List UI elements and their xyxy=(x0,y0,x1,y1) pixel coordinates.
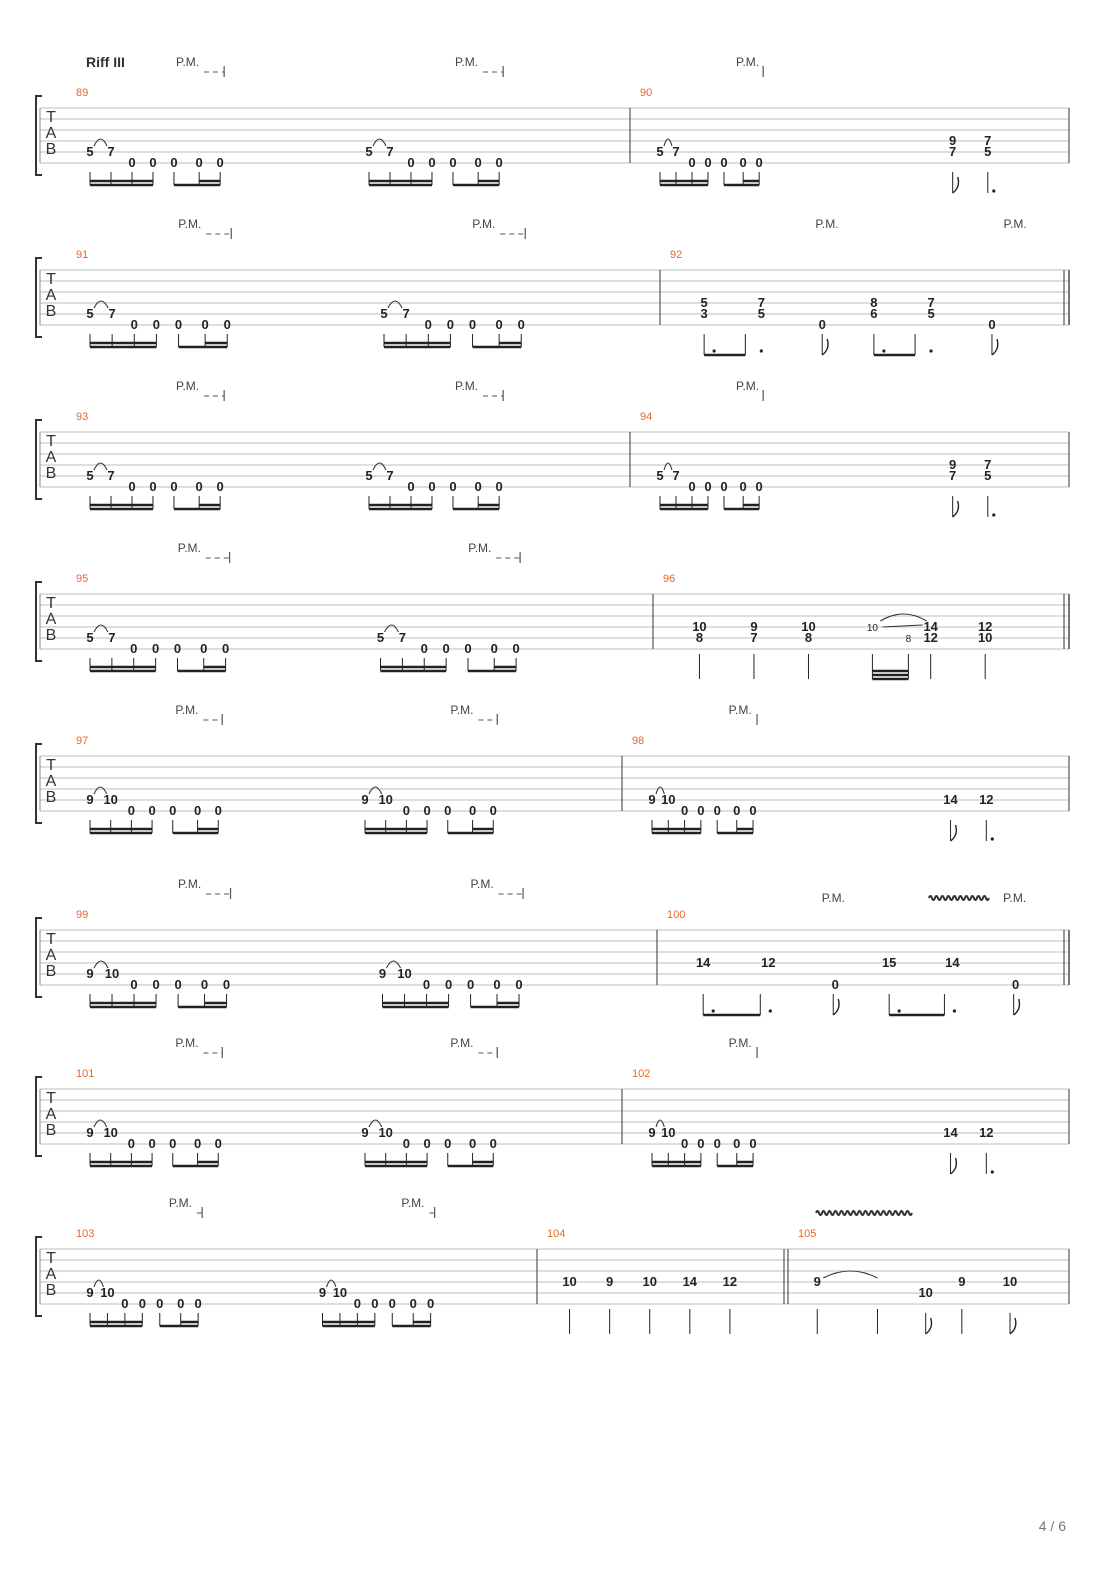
tab-fret: 0 xyxy=(130,641,138,656)
tab-fret: 0 xyxy=(739,479,747,494)
tab-fret: 0 xyxy=(444,977,453,992)
note-flag xyxy=(1010,1318,1016,1334)
tab-fret: 0 xyxy=(464,641,472,656)
tab-fret: 9 xyxy=(86,792,94,807)
tab-fret: 0 xyxy=(214,803,222,818)
tab-fret: 0 xyxy=(128,155,136,170)
tab-fret: 0 xyxy=(148,1136,156,1151)
tab-fret: 9 xyxy=(361,792,369,807)
palm-mute-label: P.M. xyxy=(821,891,845,905)
palm-mute-label: P.M. xyxy=(177,541,201,555)
tie-arc xyxy=(94,301,108,308)
tab-fret: 0 xyxy=(466,977,475,992)
note-dot xyxy=(991,837,994,840)
tab-fret: 0 xyxy=(704,479,712,494)
tab-fret: 5 xyxy=(656,144,664,159)
measure-number: 89 xyxy=(76,87,89,99)
tab-fret: 0 xyxy=(704,155,712,170)
tab-fret: 7 xyxy=(949,144,957,159)
tie-arc xyxy=(94,625,108,632)
palm-mute-label: P.M. xyxy=(735,55,760,69)
tab-fret: 9 xyxy=(606,1274,614,1289)
tab-fret: 0 xyxy=(680,803,689,818)
measure-number: 101 xyxy=(76,1068,95,1080)
tab-fret: 8 xyxy=(695,630,704,645)
tab-fret: 10 xyxy=(103,1125,118,1140)
tab-clef-letter: A xyxy=(45,947,57,964)
note-dot xyxy=(992,513,995,516)
note-flag xyxy=(992,339,998,355)
measure-number: 100 xyxy=(667,909,686,921)
tab-fret: 0 xyxy=(428,479,436,494)
tie-arc xyxy=(664,463,672,470)
tab-fret: 0 xyxy=(402,803,410,818)
tie-arc xyxy=(823,1271,877,1278)
tab-fret: 0 xyxy=(733,1136,741,1151)
tab-fret: 0 xyxy=(713,1136,721,1151)
tab-fret: 0 xyxy=(222,977,231,992)
palm-mute-label: P.M. xyxy=(175,703,199,717)
tab-fret: 0 xyxy=(489,1136,497,1151)
tab-fret: 0 xyxy=(216,155,224,170)
tab-fret: 14 xyxy=(945,955,960,970)
tab-fret: 5 xyxy=(984,144,992,159)
tab-fret: 5 xyxy=(656,468,664,483)
palm-mute-label: P.M. xyxy=(815,217,839,231)
measure-number: 96 xyxy=(663,573,676,585)
tab-fret: 0 xyxy=(149,479,157,494)
note-dot xyxy=(898,1009,901,1012)
measure-number: 91 xyxy=(76,249,89,261)
tab-fret: 15 xyxy=(881,955,897,970)
tab-fret: 9 xyxy=(86,966,94,981)
tab-fret: 0 xyxy=(423,1136,431,1151)
tab-fret: 0 xyxy=(449,155,457,170)
tab-fret: 0 xyxy=(371,1296,379,1311)
tab-clef-letter: T xyxy=(46,757,56,774)
tab-fret: 0 xyxy=(130,977,138,992)
tab-fret: 3 xyxy=(700,306,708,321)
tab-fret: 9 xyxy=(318,1285,327,1300)
tab-fret: 0 xyxy=(216,479,224,494)
tab-fret: 0 xyxy=(194,1296,202,1311)
tab-fret: 10 xyxy=(332,1285,348,1300)
tab-fret: 7 xyxy=(949,468,957,483)
palm-mute-label: P.M. xyxy=(450,703,474,717)
tab-fret: 9 xyxy=(648,1125,656,1140)
tab-fret: 0 xyxy=(193,803,202,818)
tab-clef-letter: T xyxy=(46,595,56,612)
tab-fret: 12 xyxy=(977,619,993,634)
tab-fret: 5 xyxy=(927,306,935,321)
tab-fret: 7 xyxy=(386,144,394,159)
tab-fret: 0 xyxy=(409,1296,417,1311)
tie-arc xyxy=(94,139,107,146)
tab-fret: 12 xyxy=(979,792,994,807)
tab-fret: 0 xyxy=(474,479,482,494)
tab-fret: 12 xyxy=(979,1125,994,1140)
tab-fret: 0 xyxy=(407,155,415,170)
tie-arc xyxy=(388,301,402,308)
measure-number: 102 xyxy=(632,1068,651,1080)
note-dot xyxy=(882,349,885,352)
tab-clef-letter: B xyxy=(45,1282,57,1299)
tab-fret: 0 xyxy=(423,803,431,818)
tab-fret: 5 xyxy=(380,306,388,321)
tab-clef-letter: B xyxy=(45,141,57,158)
tab-fret: 7 xyxy=(927,295,935,310)
note-dot xyxy=(992,189,995,192)
tab-fret: 0 xyxy=(688,155,696,170)
tab-fret: 7 xyxy=(984,457,992,472)
tab-fret: 5 xyxy=(86,630,94,645)
tab-fret: 0 xyxy=(697,803,705,818)
tab-fret: 7 xyxy=(107,468,115,483)
tab-fret: 0 xyxy=(201,317,209,332)
tab-fret: 0 xyxy=(449,479,457,494)
tie-arc xyxy=(94,463,107,470)
tab-fret: 0 xyxy=(688,479,696,494)
tab-fret: 0 xyxy=(138,1296,146,1311)
tab-fret: 0 xyxy=(177,1296,185,1311)
tab-fret: 7 xyxy=(672,468,680,483)
tab-fret: 0 xyxy=(495,155,503,170)
tab-fret: 10 xyxy=(397,966,412,981)
tab-fret: 14 xyxy=(682,1274,698,1289)
tab-fret: 10 xyxy=(866,623,878,634)
tab-fret: 0 xyxy=(818,317,826,332)
tab-fret: 0 xyxy=(755,155,763,170)
tab-fret: 0 xyxy=(152,977,160,992)
note-flag xyxy=(1014,999,1020,1015)
tab-fret: 5 xyxy=(376,630,385,645)
tab-fret: 0 xyxy=(169,1136,177,1151)
tab-fret: 0 xyxy=(170,155,178,170)
tab-fret: 0 xyxy=(130,317,138,332)
tab-fret: 7 xyxy=(386,468,394,483)
tab-fret: 10 xyxy=(103,792,118,807)
measure-number: 98 xyxy=(632,735,645,747)
tab-fret: 0 xyxy=(388,1296,396,1311)
tab-fret: 0 xyxy=(515,977,523,992)
palm-mute-label: P.M. xyxy=(470,877,494,891)
tab-clef-letter: A xyxy=(45,773,57,790)
measure-number: 94 xyxy=(640,411,653,423)
measure-number: 92 xyxy=(670,249,683,261)
tab-fret: 0 xyxy=(988,317,996,332)
vibrato-mark xyxy=(816,1211,912,1215)
palm-mute-label: P.M. xyxy=(735,379,760,393)
palm-mute-label: P.M. xyxy=(168,1196,193,1210)
tab-fret: 12 xyxy=(923,630,938,645)
tie-arc xyxy=(373,463,386,470)
tab-fret: 5 xyxy=(757,306,765,321)
note-dot xyxy=(712,1009,715,1012)
tab-clef-letter: T xyxy=(46,931,56,948)
tab-fret: 14 xyxy=(695,955,711,970)
tab-fret: 10 xyxy=(661,792,676,807)
palm-mute-label: P.M. xyxy=(450,1036,474,1050)
tab-fret: 0 xyxy=(446,317,455,332)
tab-fret: 12 xyxy=(722,1274,738,1289)
measure-number: 103 xyxy=(76,1228,95,1240)
tab-clef-letter: T xyxy=(46,109,56,126)
palm-mute-label: P.M. xyxy=(472,217,496,231)
tab-clef-letter: B xyxy=(45,627,57,644)
tab-fret: 0 xyxy=(152,317,161,332)
tab-clef-letter: A xyxy=(45,1266,57,1283)
tab-fret: 0 xyxy=(214,1136,222,1151)
measure-number: 95 xyxy=(76,573,89,585)
tab-clef-letter: A xyxy=(45,1106,57,1123)
tab-clef-letter: T xyxy=(46,1250,56,1267)
tie-arc xyxy=(664,139,672,146)
tab-fret: 9 xyxy=(648,792,656,807)
tab-fret: 7 xyxy=(402,306,410,321)
tab-fret: 0 xyxy=(200,641,208,656)
tab-fret: 14 xyxy=(943,1125,958,1140)
tab-fret: 9 xyxy=(378,966,387,981)
palm-mute-label: P.M. xyxy=(454,379,479,393)
measure-number: 97 xyxy=(76,735,89,747)
palm-mute-label: P.M. xyxy=(175,55,200,69)
tab-fret: 10 xyxy=(918,1285,933,1300)
palm-mute-label: P.M. xyxy=(468,541,492,555)
tab-fret: 7 xyxy=(398,630,406,645)
palm-mute-label: P.M. xyxy=(1003,217,1027,231)
tab-fret: 0 xyxy=(148,803,156,818)
tab-fret: 0 xyxy=(223,317,231,332)
tab-clef-letter: T xyxy=(46,271,56,288)
tab-fret: 9 xyxy=(361,1125,369,1140)
tab-fret: 5 xyxy=(984,468,992,483)
note-dot xyxy=(769,1009,772,1012)
tab-fret: 10 xyxy=(801,619,816,634)
tab-fret: 0 xyxy=(193,1136,202,1151)
palm-mute-label: P.M. xyxy=(454,55,479,69)
tab-fret: 0 xyxy=(174,977,182,992)
tab-fret: 10 xyxy=(1002,1274,1018,1289)
tab-fret: 7 xyxy=(757,295,765,310)
tab-fret: 0 xyxy=(422,977,431,992)
tab-fret: 10 xyxy=(378,1125,393,1140)
measure-number: 90 xyxy=(640,87,653,99)
tab-clef-letter: B xyxy=(45,303,57,320)
tab-fret: 14 xyxy=(943,792,958,807)
page-number: 4 / 6 xyxy=(1038,1518,1066,1534)
tab-fret: 0 xyxy=(442,641,450,656)
tab-fret: 0 xyxy=(468,317,477,332)
measure-number: 99 xyxy=(76,909,89,921)
tab-fret: 9 xyxy=(86,1285,94,1300)
note-flag xyxy=(953,177,959,193)
tab-clef-letter: A xyxy=(45,449,57,466)
tab-fret: 10 xyxy=(104,966,120,981)
tab-fret: 0 xyxy=(749,1136,757,1151)
tab-fret: 0 xyxy=(428,155,436,170)
note-flag xyxy=(926,1318,932,1334)
tab-fret: 8 xyxy=(804,630,813,645)
palm-mute-label: P.M. xyxy=(178,877,202,891)
tab-fret: 0 xyxy=(128,479,136,494)
tab-fret: 10 xyxy=(692,619,707,634)
tab-fret: 8 xyxy=(905,634,912,645)
tab-fret: 0 xyxy=(149,155,157,170)
note-dot xyxy=(760,349,763,352)
tab-clef-letter: B xyxy=(45,789,57,806)
tab-fret: 0 xyxy=(169,803,177,818)
note-dot xyxy=(953,1009,956,1012)
measure-number: 105 xyxy=(798,1228,817,1240)
tab-fret: 0 xyxy=(755,479,763,494)
tab-fret: 9 xyxy=(86,1125,94,1140)
tab-fret: 0 xyxy=(739,155,747,170)
note-dot xyxy=(991,1170,994,1173)
palm-mute-label: P.M. xyxy=(175,1036,199,1050)
note-flag xyxy=(951,1158,957,1174)
tab-fret: 10 xyxy=(977,630,993,645)
tab-fret: 10 xyxy=(100,1285,115,1300)
tab-clef-letter: A xyxy=(45,125,57,142)
tab-fret: 6 xyxy=(870,306,878,321)
tab-fret: 7 xyxy=(750,630,758,645)
tab-fret: 0 xyxy=(427,1296,435,1311)
tab-fret: 0 xyxy=(195,479,203,494)
tab-fret: 0 xyxy=(156,1296,164,1311)
tie-arc xyxy=(385,625,399,632)
tab-fret: 7 xyxy=(107,144,115,159)
tab-fret: 9 xyxy=(949,133,957,148)
tab-fret: 5 xyxy=(86,468,94,483)
tab-fret: 0 xyxy=(121,1296,129,1311)
tab-fret: 0 xyxy=(221,641,230,656)
note-dot xyxy=(713,349,716,352)
tab-fret: 12 xyxy=(761,955,776,970)
tab-fret: 0 xyxy=(512,641,520,656)
tab-fret: 0 xyxy=(127,803,135,818)
tab-fret: 0 xyxy=(353,1296,362,1311)
tab-fret: 0 xyxy=(1012,977,1020,992)
tab-fret: 10 xyxy=(661,1125,676,1140)
tab-fret: 0 xyxy=(151,641,160,656)
tab-fret: 0 xyxy=(713,803,721,818)
tab-fret: 9 xyxy=(949,457,957,472)
tab-fret: 10 xyxy=(378,792,393,807)
tab-clef-letter: B xyxy=(45,465,57,482)
tab-fret: 0 xyxy=(493,977,501,992)
tab-fret: 0 xyxy=(749,803,757,818)
tab-fret: 5 xyxy=(86,144,94,159)
tab-fret: 0 xyxy=(490,641,498,656)
tab-fret: 8 xyxy=(870,295,878,310)
tab-fret: 7 xyxy=(984,133,992,148)
section-label: Riff III xyxy=(86,54,125,70)
tab-clef-letter: A xyxy=(45,287,57,304)
tab-fret: 0 xyxy=(195,155,203,170)
tab-clef-letter: A xyxy=(45,611,57,628)
vibrato-mark xyxy=(929,896,989,900)
palm-mute-label: P.M. xyxy=(728,1036,752,1050)
tab-fret: 0 xyxy=(200,977,209,992)
tab-fret: 14 xyxy=(923,619,938,634)
tab-clef-letter: T xyxy=(46,433,56,450)
palm-mute-label: P.M. xyxy=(728,703,752,717)
note-flag xyxy=(833,999,839,1015)
tab-fret: 7 xyxy=(672,144,680,159)
tab-fret: 5 xyxy=(86,306,94,321)
tab-clef-letter: B xyxy=(45,1122,57,1139)
tab-fret: 5 xyxy=(700,295,708,310)
tab-fret: 0 xyxy=(495,479,503,494)
tab-clef-letter: T xyxy=(46,1090,56,1107)
tab-fret: 0 xyxy=(489,803,497,818)
palm-mute-label: P.M. xyxy=(401,1196,425,1210)
tab-fret: 0 xyxy=(174,317,183,332)
tab-fret: 0 xyxy=(173,641,182,656)
tab-fret: 0 xyxy=(517,317,525,332)
tab-clef-letter: B xyxy=(45,963,57,980)
tab-fret: 9 xyxy=(958,1274,966,1289)
tab-fret: 10 xyxy=(562,1274,577,1289)
tab-fret: 0 xyxy=(831,977,839,992)
tab-fret: 0 xyxy=(468,1136,477,1151)
tab-fret: 0 xyxy=(733,803,741,818)
tab-fret: 7 xyxy=(108,630,116,645)
tab-fret: 7 xyxy=(108,306,116,321)
tab-fret: 0 xyxy=(402,1136,410,1151)
palm-mute-label: P.M. xyxy=(178,217,202,231)
tab-fret: 9 xyxy=(750,619,758,634)
tab-fret: 5 xyxy=(365,144,373,159)
note-flag xyxy=(822,339,828,355)
palm-mute-label: P.M. xyxy=(1003,891,1027,905)
tab-fret: 0 xyxy=(697,1136,705,1151)
tab-fret: 0 xyxy=(495,317,503,332)
tab-fret: 0 xyxy=(444,803,452,818)
tab-fret: 0 xyxy=(680,1136,689,1151)
note-flag xyxy=(953,501,959,517)
tab-fret: 0 xyxy=(420,641,428,656)
tab-fret: 0 xyxy=(407,479,415,494)
tab-fret: 0 xyxy=(170,479,178,494)
measure-number: 104 xyxy=(547,1228,566,1240)
measure-number: 93 xyxy=(76,411,89,423)
note-flag xyxy=(951,825,957,841)
note-dot xyxy=(929,349,932,352)
tab-fret: 0 xyxy=(474,155,482,170)
palm-mute-label: P.M. xyxy=(175,379,200,393)
tab-fret: 0 xyxy=(127,1136,135,1151)
tab-fret: 10 xyxy=(642,1274,657,1289)
tab-fret: 0 xyxy=(720,479,728,494)
tab-fret: 0 xyxy=(720,155,728,170)
tab-fret: 0 xyxy=(424,317,432,332)
tie-arc xyxy=(373,139,386,146)
tab-fret: 5 xyxy=(365,468,373,483)
tie-arc xyxy=(880,614,926,621)
tab-fret: 0 xyxy=(444,1136,452,1151)
tab-fret: 9 xyxy=(813,1274,821,1289)
tab-fret: 0 xyxy=(468,803,477,818)
